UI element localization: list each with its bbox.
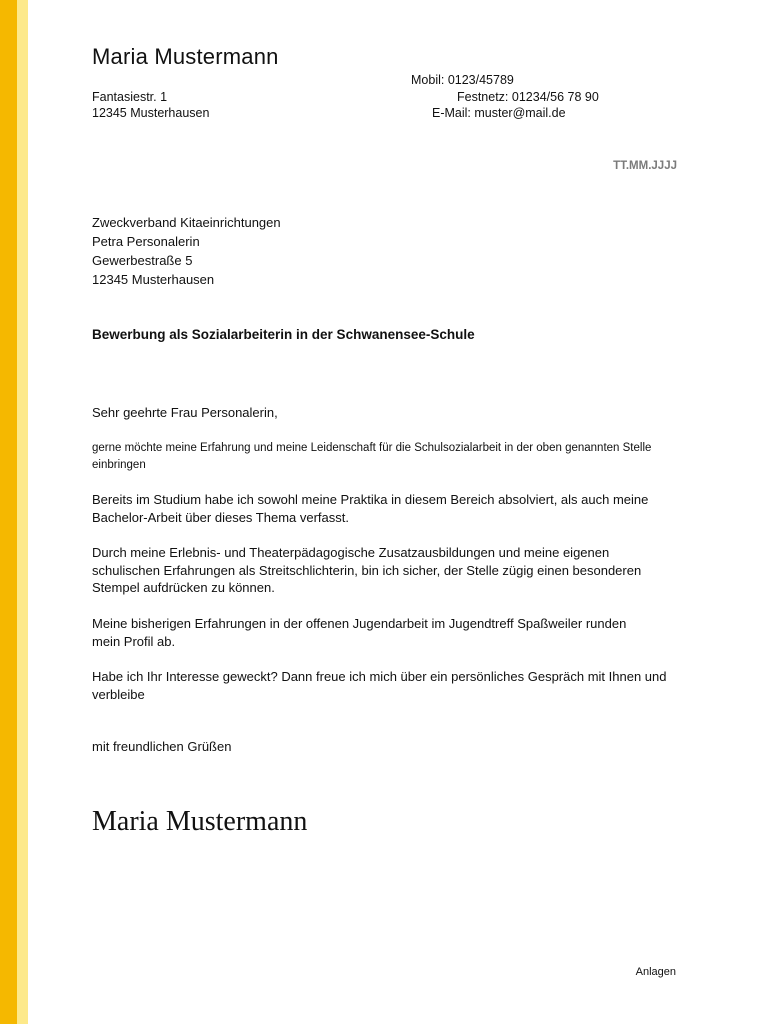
attachments-label: Anlagen: [635, 966, 676, 978]
paragraph-closing-request: Habe ich Ihr Interesse geweckt? Dann freue ich mich über ein persönliches Gespräch mit Ihnen und verbleibe: [92, 669, 667, 702]
left-accent-stripe-light: [17, 0, 28, 1024]
letter-subject: Bewerbung als Sozialarbeiterin in der Schwanensee-Schule: [92, 327, 475, 342]
sender-email: E-Mail: muster@mail.de: [432, 106, 566, 120]
letter-date: TT.MM.JJJJ: [613, 160, 677, 172]
paragraph-intro: gerne möchte meine Erfahrung und meine Leidenschaft für die Schulsozialarbeit in der oben genannten Stelle einbringen: [92, 442, 652, 471]
sender-city: 12345 Musterhausen: [92, 106, 210, 120]
paragraph-qualifications: Durch meine Erlebnis- und Theaterpädagogische Zusatzausbildungen und meine eigenen schulischen Erfahrungen als Streitschlichterin, bin ich sicher, der Stelle zügig einen besonderen Stempel aufdrücken zu können.: [92, 545, 642, 595]
closing-phrase: mit freundlichen Grüßen: [92, 739, 232, 754]
sender-name: Maria Mustermann: [92, 44, 279, 69]
recipient-street: Gewerbestraße 5: [92, 253, 193, 268]
recipient-address: [92, 213, 281, 289]
recipient-org: Zweckverband Kitaeinrichtungen: [92, 215, 281, 230]
salutation: Sehr geehrte Frau Personalerin,: [92, 405, 278, 420]
paragraph-studies: Bereits im Studium habe ich sowohl meine Praktika in diesem Bereich absolviert, als auch meine Bachelor-Arbeit über dieses Thema verfasst.: [92, 492, 649, 525]
handwritten-signature: Maria Mustermann: [92, 806, 308, 837]
sender-mobile: Mobil: 0123/45789: [411, 73, 514, 87]
recipient-city: 12345 Musterhausen: [92, 272, 215, 287]
sender-street: Fantasiestr. 1: [92, 90, 168, 104]
paragraph-experience: Meine bisherigen Erfahrungen in der offenen Jugendarbeit im Jugendtreff Spaßweiler runden mein Profil ab.: [92, 616, 627, 649]
sender-landline: Festnetz: 01234/56 78 90: [457, 90, 599, 104]
left-accent-stripe: [0, 0, 17, 1024]
recipient-person: Petra Personalerin: [92, 234, 200, 249]
